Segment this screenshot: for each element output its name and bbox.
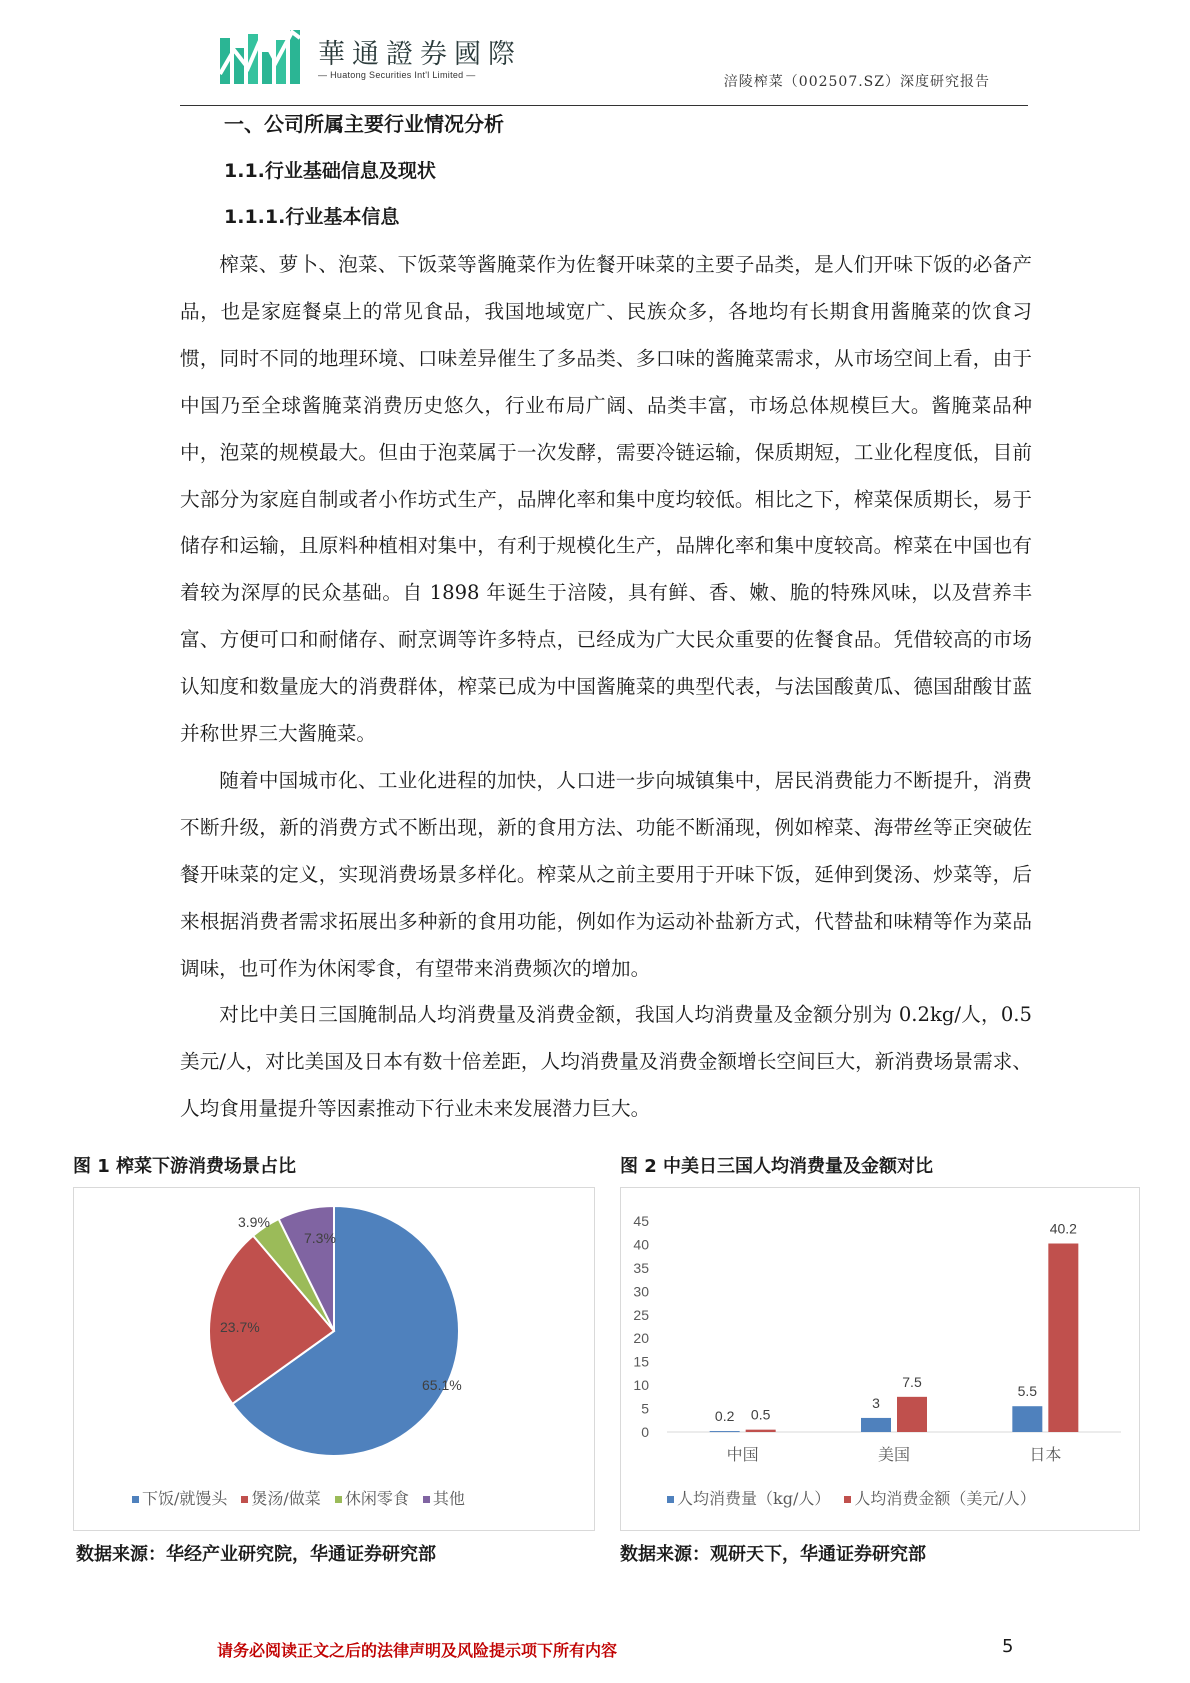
bar bbox=[897, 1397, 927, 1432]
y-tick-label: 15 bbox=[633, 1353, 649, 1370]
pie-data-label: 23.7% bbox=[220, 1319, 260, 1335]
bar bbox=[1012, 1406, 1042, 1432]
legend-item: 休闲零食 bbox=[335, 1489, 409, 1508]
x-category-label: 美国 bbox=[877, 1445, 911, 1464]
logo-mark-icon bbox=[220, 28, 300, 84]
bar-data-label: 0.5 bbox=[750, 1406, 771, 1423]
body-paragraph-1 bbox=[180, 242, 1032, 758]
bar-data-label: 7.5 bbox=[902, 1373, 922, 1390]
company-logo bbox=[220, 28, 540, 88]
bar-data-label: 0.2 bbox=[714, 1408, 735, 1425]
bar bbox=[1048, 1244, 1078, 1432]
pie-chart bbox=[74, 1188, 594, 1530]
y-tick-label: 20 bbox=[633, 1330, 649, 1347]
legend-swatch bbox=[335, 1496, 342, 1503]
logo-chinese-name: 華通證券國際 bbox=[318, 39, 522, 70]
y-tick-label: 45 bbox=[633, 1213, 649, 1229]
figure2-source: 数据来源：观研天下，华通证券研究部 bbox=[620, 1544, 926, 1565]
section-heading: 一、公司所属主要行业情况分析 bbox=[224, 112, 504, 136]
legend-swatch bbox=[241, 1496, 248, 1503]
figure1-chart-frame bbox=[73, 1187, 595, 1531]
y-tick-label: 35 bbox=[633, 1259, 649, 1276]
pie-data-label: 65.1% bbox=[422, 1377, 462, 1393]
y-tick-label: 5 bbox=[641, 1400, 649, 1417]
bar-data-label: 5.5 bbox=[1017, 1383, 1038, 1400]
logo-english-name: — Huatong Securities Int'l Limited — bbox=[318, 70, 476, 80]
x-category-label: 日本 bbox=[1029, 1445, 1062, 1464]
body-paragraph-2 bbox=[180, 758, 1032, 993]
subsubsection-heading: 1.1.1.行业基本信息 bbox=[224, 206, 400, 228]
legend-item: 煲汤/做菜 bbox=[241, 1489, 320, 1508]
bar-chart bbox=[621, 1188, 1139, 1530]
y-tick-label: 25 bbox=[633, 1306, 649, 1323]
legend-item: 人均消费金额（美元/人） bbox=[844, 1489, 1035, 1508]
x-category-label: 中国 bbox=[726, 1445, 759, 1464]
legend-swatch bbox=[844, 1496, 851, 1503]
legend-item: 下饭/就馒头 bbox=[132, 1489, 227, 1508]
figure1-source: 数据来源：华经产业研究院，华通证券研究部 bbox=[76, 1544, 436, 1565]
report-title: 涪陵榨菜（002507.SZ）深度研究报告 bbox=[723, 74, 990, 90]
figure2-chart-frame bbox=[620, 1187, 1140, 1531]
legend-swatch bbox=[132, 1496, 139, 1503]
figure1-title: 图 1 榨菜下游消费场景占比 bbox=[73, 1156, 297, 1177]
bar bbox=[861, 1418, 891, 1432]
bar-data-label: 40.2 bbox=[1049, 1220, 1077, 1237]
body-paragraph-3 bbox=[180, 992, 1032, 1133]
pie-legend bbox=[132, 1486, 479, 1509]
y-tick-label: 0 bbox=[641, 1424, 649, 1440]
bar bbox=[710, 1431, 740, 1432]
page-number: 5 bbox=[1002, 1636, 1014, 1657]
paragraph-text: 榨菜、萝卜、泡菜、下饭菜等酱腌菜作为佐餐开味菜的主要子品类，是人们开味下饭的必备产品，也是家庭餐桌上的常见食品，我国地域宽广、民族众多，各地均有长期食用酱腌菜的饮食习惯，同时不同的地理环境、口味差异催生了多品类、多口味的酱腌菜需求，从市场空间上看，由于中国乃至全球酱腌菜消费历史悠久，行业布局广阔、品类丰富，市场总体规模巨大。酱腌菜品种中，泡菜的规模最大。但由于泡菜属于一次发酵，需要冷链运输，保质期短，工业化程度低，目前大部分为家庭自制或者小作坊式生产，品牌化率和集中度均较低。相比之下，榨菜保质期长，易于储存和运输，且原料种植相对集中，有利于规模化生产，品牌化率和集中度较高。榨菜在中国也有着较为深厚的民众基础。自 1898 年诞生于涪陵，具有鲜、香、嫩、脆的特殊风味，以及营养丰富、方便可口和耐储存、耐烹调等许多特点，已经成为广大民众重要的佐餐食品。凭借较高的市场认知度和数量庞大的消费群体，榨菜已成为中国酱腌菜的典型代表，与法国酸黄瓜、德国甜酸甘蓝并称世界三大酱腌菜。 bbox=[180, 253, 1032, 746]
disclaimer-note: 请务必阅读正文之后的法律声明及风险提示项下所有内容 bbox=[217, 1641, 618, 1660]
bar bbox=[746, 1430, 776, 1432]
header-divider bbox=[180, 105, 1028, 106]
subsection-heading: 1.1.行业基础信息及现状 bbox=[224, 160, 436, 182]
pie-data-label: 3.9% bbox=[238, 1214, 270, 1230]
bar-legend bbox=[667, 1486, 1050, 1509]
y-tick-label: 10 bbox=[633, 1377, 649, 1394]
y-tick-label: 40 bbox=[633, 1236, 649, 1253]
legend-swatch bbox=[667, 1496, 674, 1503]
legend-swatch bbox=[423, 1496, 430, 1503]
pie-data-label: 7.3% bbox=[304, 1230, 336, 1246]
legend-item: 人均消费量（kg/人） bbox=[667, 1489, 830, 1508]
paragraph-text: 对比中美日三国腌制品人均消费量及消费金额，我国人均消费量及金额分别为 0.2kg/人，0.5 美元/人，对比美国及日本有数十倍差距，人均消费量及消费金额增长空间巨大，新消费场景需求、人均食用量提升等因素推动下行业未来发展潜力巨大。 bbox=[180, 1003, 1032, 1120]
legend-item: 其他 bbox=[423, 1489, 465, 1508]
paragraph-text: 随着中国城市化、工业化进程的加快，人口进一步向城镇集中，居民消费能力不断提升，消费不断升级，新的消费方式不断出现，新的食用方法、功能不断涌现，例如榨菜、海带丝等正突破佐餐开味菜的定义，实现消费场景多样化。榨菜从之前主要用于开味下饭，延伸到煲汤、炒菜等，后来根据消费者需求拓展出多种新的食用功能，例如作为运动补盐新方式，代替盐和味精等作为菜品调味，也可作为休闲零食，有望带来消费频次的增加。 bbox=[180, 769, 1032, 980]
figure2-title: 图 2 中美日三国人均消费量及金额对比 bbox=[620, 1156, 934, 1177]
bar-data-label: 3 bbox=[872, 1394, 880, 1411]
y-tick-label: 30 bbox=[633, 1283, 649, 1300]
